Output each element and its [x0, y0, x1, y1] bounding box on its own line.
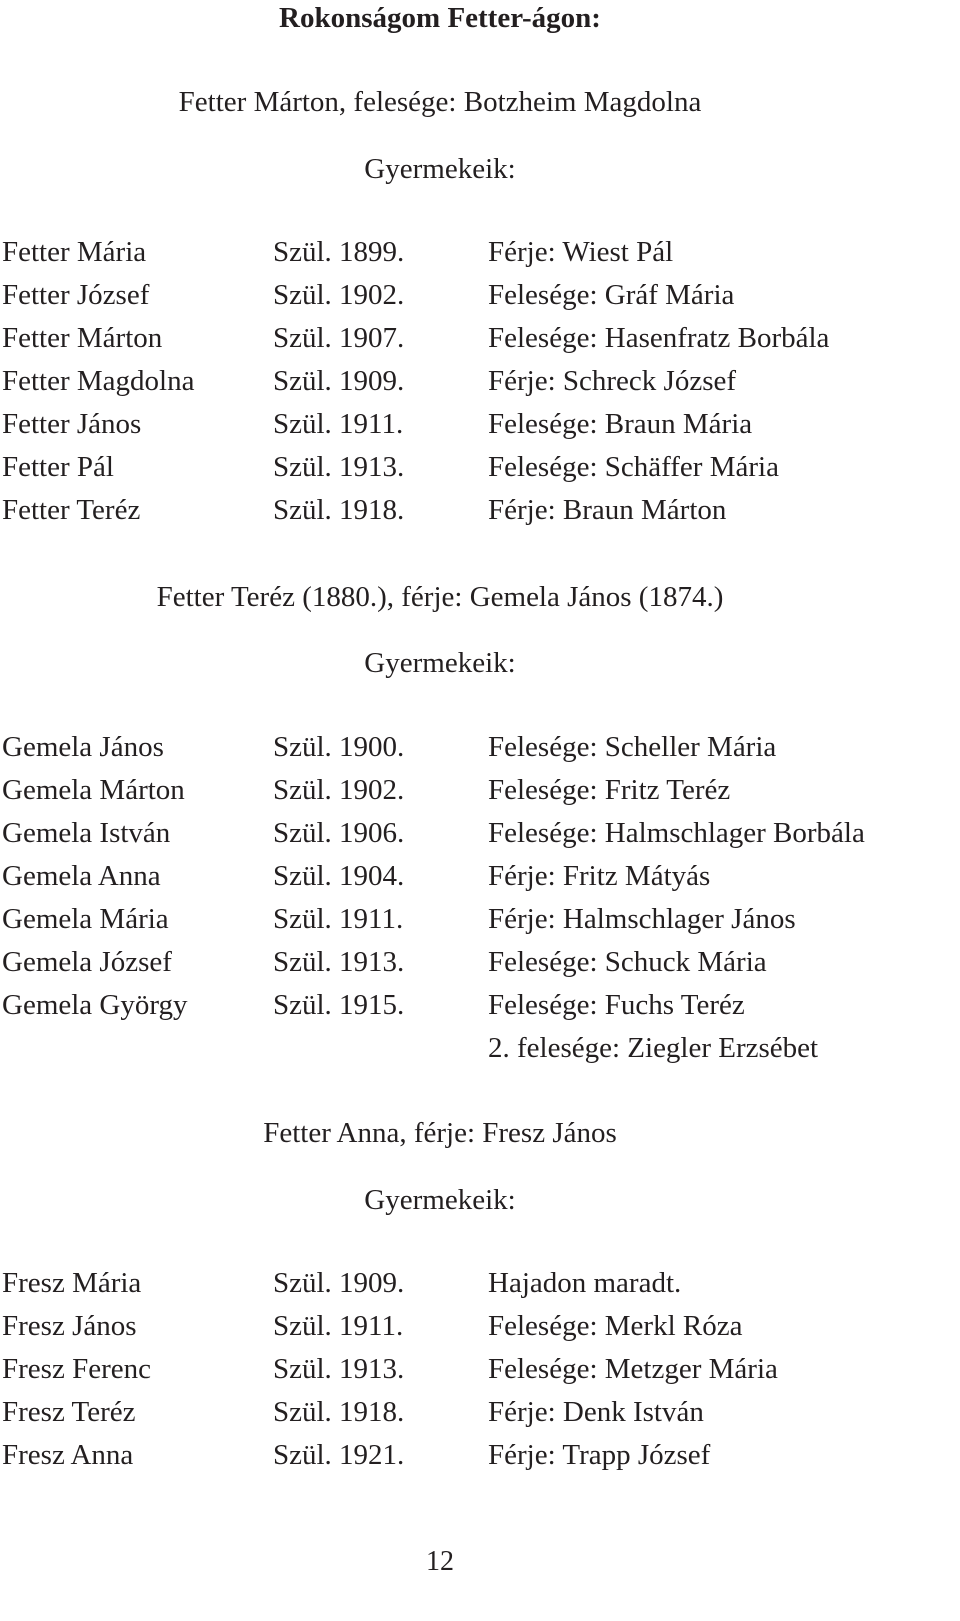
table-row: [2, 1434, 942, 1477]
child-name: Fresz Teréz: [2, 1396, 136, 1428]
birth-year: Szül. 1913.: [273, 946, 405, 978]
birth-year: Szül. 1902.: [273, 279, 405, 311]
children-table: [2, 1262, 942, 1477]
table-row: [2, 941, 942, 984]
spouse: Férje: Braun Márton: [488, 494, 727, 526]
spouse: Felesége: Fritz Teréz: [488, 774, 731, 806]
table-row: [2, 360, 942, 403]
spouse: Férje: Denk István: [488, 1396, 704, 1428]
page-number: 12: [426, 1546, 454, 1577]
family-heading: Fetter Teréz (1880.), férje: Gemela János (1874.): [156, 581, 724, 613]
table-row: [2, 489, 942, 532]
spouse: Férje: Trapp József: [488, 1439, 711, 1471]
spouse: Felesége: Scheller Mária: [488, 731, 777, 763]
table-row: [2, 1348, 942, 1391]
child-name: Gemela György: [2, 989, 188, 1021]
birth-year: Szül. 1907.: [273, 322, 405, 354]
spouse: Férje: Halmschlager János: [488, 903, 796, 935]
table-row: [2, 403, 942, 446]
spouse: Férje: Fritz Mátyás: [488, 860, 711, 892]
birth-year: Szül. 1911.: [273, 408, 404, 440]
spouse: Felesége: Schäffer Mária: [488, 451, 779, 483]
table-row: [2, 1391, 942, 1434]
table-row: [2, 231, 942, 274]
birth-year: Szül. 1902.: [273, 774, 405, 806]
spouse: Felesége: Braun Mária: [488, 408, 753, 440]
child-name: Gemela Márton: [2, 774, 185, 806]
child-name: Fetter Mária: [2, 236, 147, 268]
family-heading: Fetter Márton, felesége: Botzheim Magdolna: [178, 86, 702, 118]
spouse: Felesége: Merkl Róza: [488, 1310, 743, 1342]
child-name: Fetter Magdolna: [2, 365, 195, 397]
table-row: [2, 984, 942, 1027]
child-name: Gemela Anna: [2, 860, 161, 892]
child-name: Fresz János: [2, 1310, 137, 1342]
children-label: Gyermekeik:: [364, 647, 516, 679]
birth-year: Szül. 1911.: [273, 903, 404, 935]
child-name: Fetter József: [2, 279, 150, 311]
birth-year: Szül. 1906.: [273, 817, 405, 849]
birth-year: Szül. 1899.: [273, 236, 405, 268]
children-table: [2, 726, 942, 1070]
child-name: Fetter Teréz: [2, 494, 141, 526]
table-row: [2, 898, 942, 941]
birth-year: Szül. 1921.: [273, 1439, 405, 1471]
spouse: Felesége: Hasenfratz Borbála: [488, 322, 830, 354]
table-row: [2, 855, 942, 898]
birth-year: Szül. 1913.: [273, 451, 405, 483]
children-label: Gyermekeik:: [364, 1184, 516, 1216]
child-name: Fetter János: [2, 408, 142, 440]
table-row: [2, 1262, 942, 1305]
spouse: Hajadon maradt.: [488, 1267, 682, 1299]
child-name: Fresz Ferenc: [2, 1353, 151, 1385]
spouse: Felesége: Fuchs Teréz: [488, 989, 745, 1021]
birth-year: Szül. 1918.: [273, 1396, 405, 1428]
spouse: Felesége: Halmschlager Borbála: [488, 817, 865, 849]
table-row: [2, 317, 942, 360]
child-name: Gemela István: [2, 817, 171, 849]
birth-year: Szül. 1904.: [273, 860, 405, 892]
child-name: Gemela József: [2, 946, 172, 978]
page-title: Rokonságom Fetter-ágon:: [279, 2, 601, 34]
table-row: [2, 726, 942, 769]
children-label: Gyermekeik:: [364, 153, 516, 185]
birth-year: Szül. 1909.: [273, 1267, 405, 1299]
table-row: [2, 446, 942, 489]
spouse: Felesége: Schuck Mária: [488, 946, 767, 978]
spouse: Felesége: Gráf Mária: [488, 279, 735, 311]
table-row: [2, 812, 942, 855]
table-row: [2, 1027, 942, 1070]
birth-year: Szül. 1915.: [273, 989, 405, 1021]
birth-year: Szül. 1909.: [273, 365, 405, 397]
spouse: Férje: Wiest Pál: [488, 236, 674, 268]
child-name: Gemela Mária: [2, 903, 169, 935]
child-name: Gemela János: [2, 731, 164, 763]
birth-year: Szül. 1911.: [273, 1310, 404, 1342]
table-row: [2, 769, 942, 812]
family-heading: Fetter Anna, férje: Fresz János: [263, 1117, 617, 1149]
child-name: Fresz Anna: [2, 1439, 134, 1471]
birth-year: Szül. 1913.: [273, 1353, 405, 1385]
birth-year: Szül. 1900.: [273, 731, 405, 763]
child-name: Fetter Pál: [2, 451, 114, 483]
spouse: Felesége: Metzger Mária: [488, 1353, 778, 1385]
birth-year: Szül. 1918.: [273, 494, 405, 526]
spouse: 2. felesége: Ziegler Erzsébet: [488, 1032, 819, 1064]
child-name: Fresz Mária: [2, 1267, 142, 1299]
table-row: [2, 1305, 942, 1348]
table-row: [2, 274, 942, 317]
spouse: Férje: Schreck József: [488, 365, 737, 397]
child-name: Fetter Márton: [2, 322, 163, 354]
children-table: [2, 231, 942, 532]
